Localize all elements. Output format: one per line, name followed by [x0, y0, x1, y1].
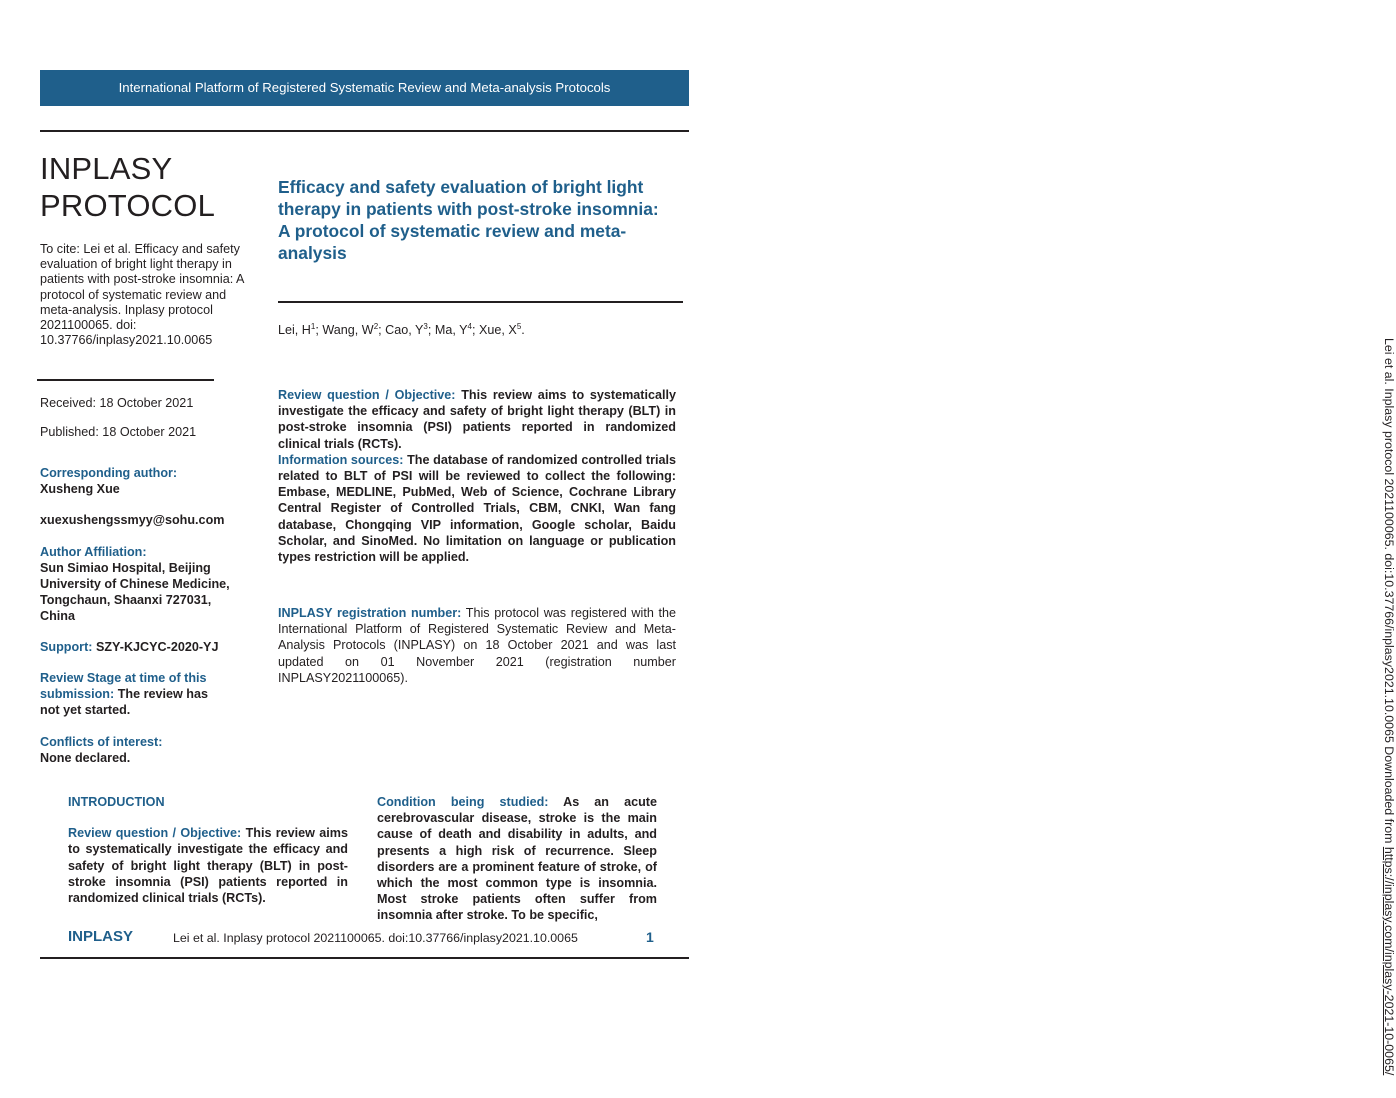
footer-citation: Lei et al. Inplasy protocol 2021100065. doi:10.37766/inplasy2021.10.0065 [173, 931, 578, 945]
author-affiliation [40, 544, 245, 624]
abstract-review-label: Review question / Objective: [278, 388, 456, 402]
registration-label: INPLASY registration number: [278, 606, 462, 620]
citation-text: To cite: Lei et al. Efficacy and safety evaluation of bright light therapy in patients with post-stroke insomnia: A protocol of systematic review and meta-analysis. Inplasy protocol 2021100065. doi: 10.37766/inplasy2021.10.0065 [40, 242, 244, 348]
side-citation [1382, 338, 1396, 1098]
brand-line-2: PROTOCOL [40, 188, 216, 223]
author-3: Cao, $Y^3$; [385, 322, 435, 338]
corresponding-author-email[interactable]: xuexushengssmyy@sohu.com [40, 513, 225, 527]
inplasy-protocol-heading [40, 150, 215, 224]
title-divider [278, 301, 683, 303]
left-divider [37, 379, 214, 381]
paper-title: Efficacy and safety evaluation of bright light therapy in patients with post-stroke insomnia: A protocol of systematic review and meta-analysis [278, 177, 659, 263]
review-stage-value: The review has not yet started. [40, 687, 208, 717]
review-stage-label: Review Stage at time of this submission: [40, 671, 207, 701]
corresponding-author [40, 465, 260, 528]
published-date: Published: 18 October 2021 [40, 425, 197, 439]
support-label: Support: [40, 640, 93, 654]
download-watermark [696, 168, 1396, 1076]
conflicts-value: None declared. [40, 751, 131, 765]
support-value: SZY-KJCYC-2020-YJ [95, 640, 219, 654]
top-divider [40, 130, 689, 132]
header-banner [40, 70, 689, 106]
registration-info [278, 605, 676, 686]
banner-text: International Platform of Registered Systematic Review and Meta-analysis Protocols [118, 80, 611, 95]
received-date: Received: 18 October 2021 [40, 396, 194, 410]
condition-text: As an acute cerebrovascular disease, stroke is the main cause of death and disability in adults, and presents a high risk of recurrence. Sleep disorders are a prominent feature of stroke, of which the most common type is insomnia. Most stroke patients often suffer from insomnia after stroke. To be specific, [377, 795, 657, 923]
registration-text: This protocol was registered with the International Platform of Registered Systematic Review and Meta-Analysis Protocols (INPLASY) on 18 October 2021 and was last updated on 01 November 2021 (registration number INPLASY2021100065). [278, 606, 676, 685]
abstract-summary [278, 387, 676, 565]
conflicts-label: Conflicts of interest: [40, 735, 163, 749]
page-number: 1 [646, 929, 654, 945]
side-citation-text: Lei et al. Inplasy protocol 2021100065. doi:10.37766/inplasy2021.10.0065 Downloaded from [1382, 338, 1396, 847]
author-2: Wang, $W^2$; [322, 322, 386, 338]
intro-review-text: This review aims to systematically investigate the efficacy and safety of bright light therapy (BLT) in post-stroke insomnia (PSI) patients reported in randomized clinical trials (RCTs). [68, 826, 349, 906]
affiliation-label: Author Affiliation: [40, 545, 147, 559]
side-download-link[interactable]: https://inplasy.com/inplasy-2021-10-0065/ [1382, 846, 1396, 1076]
author-4: Ma, $Y^4$; [434, 322, 479, 338]
abstract-sources-text: The database of randomized controlled trials related to BLT of PSI will be reviewed to collect the following: Embase, MEDLINE, PubMed, Web of Science, Cochrane Library Central Register of Controlled Trials, CBM, CNKI, Wan fang database, Chongqing VIP information, Google scholar, Baidu Scholar, and SinoMed. No limitation on language or publication types restriction will be applied. [278, 452, 676, 565]
affiliation-text: Sun Simiao Hospital, Beijing University of Chinese Medicine, Tongchaun, Shaanxi 727031, China [40, 561, 230, 623]
brand-line-1: INPLASY [40, 151, 173, 186]
author-list [278, 322, 525, 337]
author-1: Lei, $H^1$; [278, 322, 323, 338]
review-stage [40, 670, 225, 718]
intro-review-label: Review question / Objective: [68, 826, 242, 841]
conflicts-of-interest [40, 734, 240, 766]
footer-divider [40, 957, 689, 959]
intro-review-paragraph [68, 825, 348, 906]
introduction-column [68, 794, 348, 906]
introduction-heading: INTRODUCTION [68, 795, 165, 809]
author-5: Xue, $X^5$. [479, 322, 525, 338]
corresponding-author-label: Corresponding author: [40, 466, 178, 480]
support-info [40, 639, 260, 655]
corresponding-author-name: Xusheng Xue [40, 482, 120, 496]
condition-column [377, 794, 657, 924]
condition-label: Condition being studied: [377, 795, 549, 809]
footer-logo: INPLASY [68, 928, 134, 945]
abstract-sources-label: Information sources: [278, 452, 404, 467]
abstract-review-text: This review aims to systematically investigate the efficacy and safety of bright light therapy (BLT) in post-stroke insomnia (PSI) patients reported in randomized clinical trials (RCTs). [278, 388, 676, 451]
